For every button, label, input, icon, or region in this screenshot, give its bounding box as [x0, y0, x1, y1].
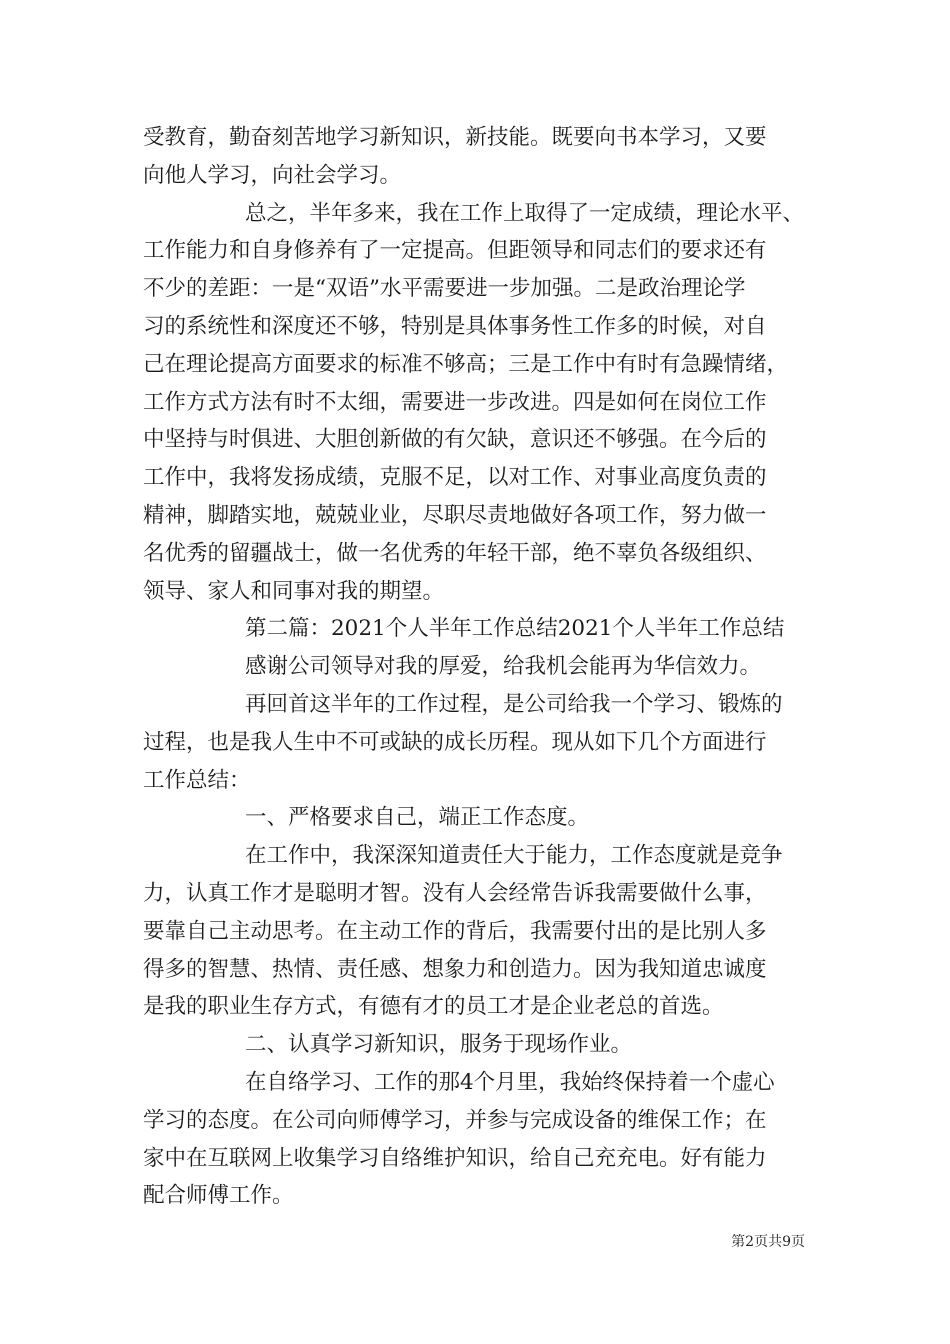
text-line: 工作方式方法有时不太细，需要进一步改进。四是如何在岗位工作: [143, 389, 767, 415]
text-line: 领导、家人和同事对我的期望。: [143, 578, 445, 604]
text-line: 力，认真工作才是聪明才智。没有人会经常告诉我需要做什么事，: [143, 881, 767, 906]
text-line: 在工作中，我深深知道责任大于能力，工作态度就是竞争: [245, 843, 783, 869]
text-line: 过程，也是我人生中不可或缺的成长历程。现从如下几个方面进行: [143, 729, 767, 755]
text-line: 不少的差距：一是“双语”水平需要进一步加强。二是政治理论学: [143, 276, 746, 302]
text-line: 要靠自己主动思考。在主动工作的背后，我需要付出的是比别人多: [143, 918, 767, 944]
text-line: 配合师傅工作。: [143, 1183, 294, 1209]
text-line: 习的系统性和深度还不够，特别是具体事务性工作多的时候，对自: [143, 314, 767, 339]
text-line: 学习的态度。在公司向师傅学习，并参与完成设备的维保工作；在: [143, 1107, 767, 1133]
text-line: 中坚持与时俱进、大胆创新做的有欠缺，意识还不够强。在今后的: [143, 427, 767, 453]
text-line: 工作能力和自身修养有了一定提高。但距领导和同志们的要求还有: [143, 238, 767, 264]
text-line: 受教育，勤奋刻苦地学习新知识，新技能。既要向书本学习，又要: [143, 125, 767, 150]
text-line: 再回首这半年的工作过程，是公司给我一个学习、锻炼的: [245, 692, 783, 717]
page-number: 第2页共9页: [731, 1234, 805, 1250]
text-line: 向他人学习，向社会学习。: [143, 162, 402, 188]
text-line: 精神，脚踏实地，兢兢业业，尽职尽责地做好各项工作，努力做一: [143, 503, 767, 528]
text-line: 二、认真学习新知识，服务于现场作业。: [245, 1032, 633, 1058]
text-line: 第二篇：2021个人半年工作总结2021个人半年工作总结: [245, 616, 785, 642]
text-line: 感谢公司领导对我的厚爱，给我机会能再为华信效力。: [245, 654, 762, 680]
text-line: 工作中，我将发扬成绩，克服不足，以对工作、对事业高度负责的: [143, 465, 767, 491]
text-line: 总之，半年多来，我在工作上取得了一定成绩，理论水平、: [245, 200, 805, 226]
text-line: 工作总结：: [143, 767, 251, 793]
text-line: 一、严格要求自己，端正工作态度。: [245, 805, 590, 831]
text-line: 在自络学习、工作的那4个月里，我始终保持着一个虚心: [245, 1070, 775, 1095]
text-line: 名优秀的留疆战士，做一名优秀的年轻干部，绝不辜负各级组织、: [143, 540, 767, 566]
text-line: 己在理论提高方面要求的标准不够高；三是工作中有时有急躁情绪，: [143, 351, 789, 377]
text-line: 是我的职业生存方式，有德有才的员工才是企业老总的首选。: [143, 994, 724, 1020]
text-line: 得多的智慧、热情、责任感、想象力和创造力。因为我知道忠诚度: [143, 956, 767, 982]
text-line: 家中在互联网上收集学习自络维护知识，给自己充充电。好有能力: [143, 1145, 767, 1171]
